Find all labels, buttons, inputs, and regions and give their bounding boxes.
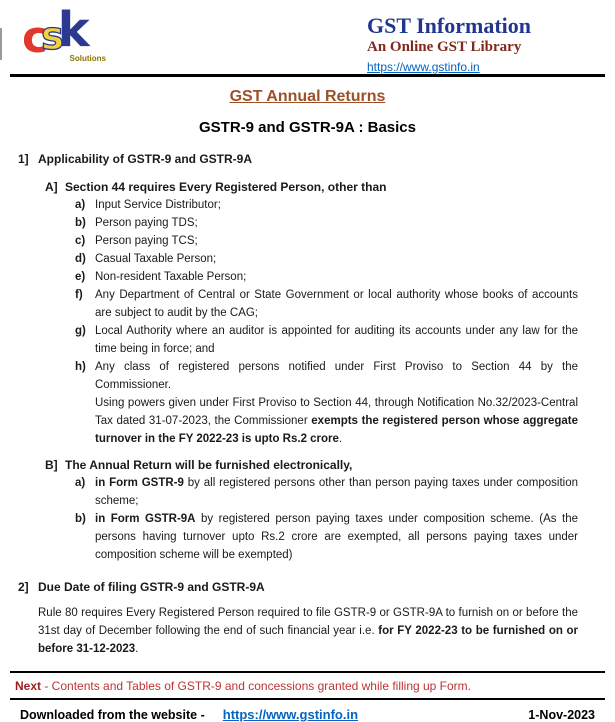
list-item [75,322,578,358]
part-b-heading [45,456,578,474]
list-item [75,358,578,394]
list-item [75,214,578,232]
item-text: Input Service Distributor; [95,199,221,211]
item-text: Any Department of Central or State Government or local authority whose books of accounts are subject to audit by the CAG; [95,289,578,319]
item-label: c) [75,235,86,247]
document-body [18,150,578,658]
section-1-title: Applicability of GSTR-9 and GSTR-9A [38,152,253,166]
list-item [75,232,578,250]
csk-logo [22,2,112,63]
due-date-paragraph [38,604,578,658]
item-label: a) [75,199,86,211]
note-bold-text: exempts the registered person whose aggregate turnover in the FY 2022-23 is upto Rs.2 crore [95,415,578,445]
item-text: Non-resident Taxable Person; [95,271,247,283]
part-a-number: A] [45,180,58,194]
document-title-text: GST Annual Returns [229,88,386,105]
list-item [75,250,578,268]
page-header [0,0,615,75]
item-label: a) [75,477,86,489]
header-website-link[interactable]: https://www.gstinfo.in [367,60,480,75]
section-2-title: Due Date of filing GSTR-9 and GSTR-9A [38,580,265,594]
item-label: b) [75,513,86,525]
item-text: Person paying TDS; [95,217,198,229]
item-label: h) [75,361,86,373]
next-text: - Contents and Tables of GSTR-9 and concessions granted while filling up Form. [41,679,472,693]
item-rest: by registered person paying taxes under composition scheme. (As the persons having turnover upto Rs.2 crore are exempted, all persons paying taxes under composition scheme will be exempted) [95,513,579,561]
section-1-heading [18,150,578,168]
logo-letter-c: c [22,12,42,63]
para-text: Rule 80 requires Every Registered Person required to file GSTR-9 or GSTR-9A to furnish on or before the 31st day of December following the end of such financial year i.e. [38,607,578,637]
logo-caption: Solutions [69,54,106,63]
section-2-heading [18,578,578,596]
document-title [0,88,615,106]
downloaded-label: Downloaded from the website - [20,708,205,722]
footer-website-link[interactable]: https://www.gstinfo.in [222,707,359,722]
list-item [75,268,578,286]
scan-edge-artifact [0,28,2,60]
item-label: f) [75,289,83,301]
brand-block [367,12,595,74]
list-item [75,510,578,564]
brand-subtitle: An Online GST Library [367,39,522,56]
footer-divider-top [10,671,605,673]
next-label: Next [15,679,42,693]
item-text: Person paying TCS; [95,235,198,247]
item-bold-lead: in Form GSTR-9A [95,513,196,525]
notification-note [95,394,578,448]
list-item [75,196,578,214]
para-period: . [135,643,139,655]
next-topic-line [15,679,603,693]
part-b-number: B] [45,458,58,472]
item-text [95,510,578,564]
item-text: Casual Taxable Person; [95,253,217,265]
footer-divider-bottom [10,698,605,700]
para-bold-text: for FY 2022-23 to be furnished on or before 31-12-2023 [38,625,579,655]
item-bold-lead: in Form GSTR-9 [95,477,184,489]
item-label: g) [75,325,86,337]
part-a-heading [45,178,578,196]
csk-logo-letters [22,2,112,63]
item-text [95,474,578,510]
item-text: Any class of registered persons notified under First Proviso to Section 44 by the Commissioner. [95,361,578,391]
item-label: b) [75,217,86,229]
logo-letter-s: s [41,14,58,58]
section-2-number: 2] [18,580,29,594]
footer-bottom-row [20,707,595,722]
list-item [75,286,578,322]
part-b-title: The Annual Return will be furnished electronically, [65,458,353,472]
list-item [75,474,578,510]
logo-letter-k: k [57,2,90,58]
item-text: Local Authority where an auditor is appointed for auditing its accounts under any law for the time being in force; and [95,325,578,355]
note-period: . [338,433,343,445]
document-subtitle: GSTR-9 and GSTR-9A : Basics [199,119,416,136]
item-label: e) [75,271,86,283]
part-a-title: Section 44 requires Every Registered Person, other than [65,180,387,194]
section-1-number: 1] [18,152,29,166]
item-rest: by all registered persons other than person paying taxes under composition scheme; [95,477,578,507]
note-text: Using powers given under First Proviso to Section 44, through Notification No.32/2023-Central Tax dated 31-07-2023, the Commissioner [95,397,578,427]
download-date: 1-Nov-2023 [528,708,595,722]
brand-url-row [367,60,595,74]
header-divider [10,74,605,77]
brand-title: GST Information [367,13,532,38]
item-label: d) [75,253,86,265]
